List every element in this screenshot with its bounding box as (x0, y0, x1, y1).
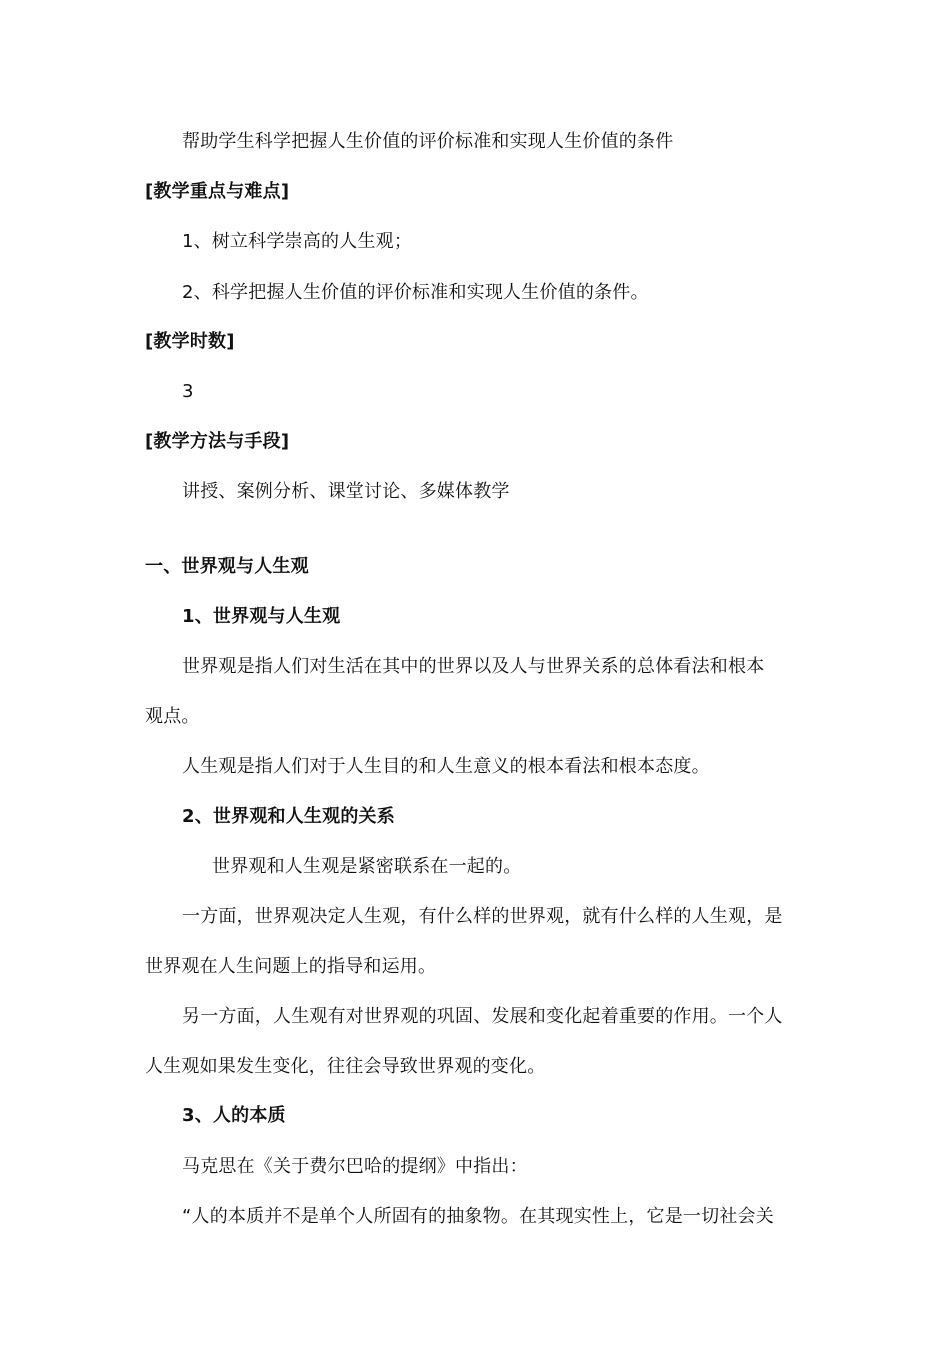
quote-line: “人的本质并不是单个人所固有的抽象物。在其现实性上，它是一切社会关 (182, 1206, 774, 1227)
paragraph-line: 世界观是指人们对生活在其中的世界以及人与世界关系的总体看法和根本 (182, 656, 765, 677)
subsection-heading: 3、人的本质 (182, 1105, 286, 1126)
teaching-methods-heading: [教学方法与手段] (145, 431, 290, 452)
paragraph-line: 世界观和人生观是紧密联系在一起的。 (212, 856, 522, 877)
teaching-goal-text: 帮助学生科学把握人生价值的评价标准和实现人生价值的条件 (182, 131, 674, 152)
subsection-heading: 2、世界观和人生观的关系 (182, 806, 395, 827)
paragraph-line: 人生观是指人们对于人生目的和人生意义的根本看法和根本态度。 (182, 756, 710, 777)
teaching-hours-heading: [教学时数] (145, 331, 235, 352)
paragraph-line: 一方面，世界观决定人生观，有什么样的世界观，就有什么样的人生观，是 (182, 906, 783, 927)
paragraph-line: 另一方面，人生观有对世界观的巩固、发展和变化起着重要的作用。一个人 (182, 1006, 783, 1027)
section-heading: 一、世界观与人生观 (145, 556, 309, 577)
paragraph-line: 人生观如果发生变化，往往会导致世界观的变化。 (145, 1056, 546, 1077)
paragraph-line: 世界观在人生问题上的指导和运用。 (145, 956, 437, 977)
key-point-1: 1、树立科学崇高的人生观； (182, 231, 413, 252)
key-point-2: 2、科学把握人生价值的评价标准和实现人生价值的条件。 (182, 282, 649, 303)
subsection-heading: 1、世界观与人生观 (182, 606, 341, 627)
teaching-hours-value: 3 (182, 381, 194, 402)
paragraph-line: 观点。 (145, 706, 200, 727)
teaching-methods-text: 讲授、案例分析、课堂讨论、多媒体教学 (182, 481, 510, 502)
paragraph-line: 马克思在《关于费尔巴哈的提纲》中指出： (182, 1156, 528, 1177)
key-points-heading: [教学重点与难点] (145, 181, 290, 202)
